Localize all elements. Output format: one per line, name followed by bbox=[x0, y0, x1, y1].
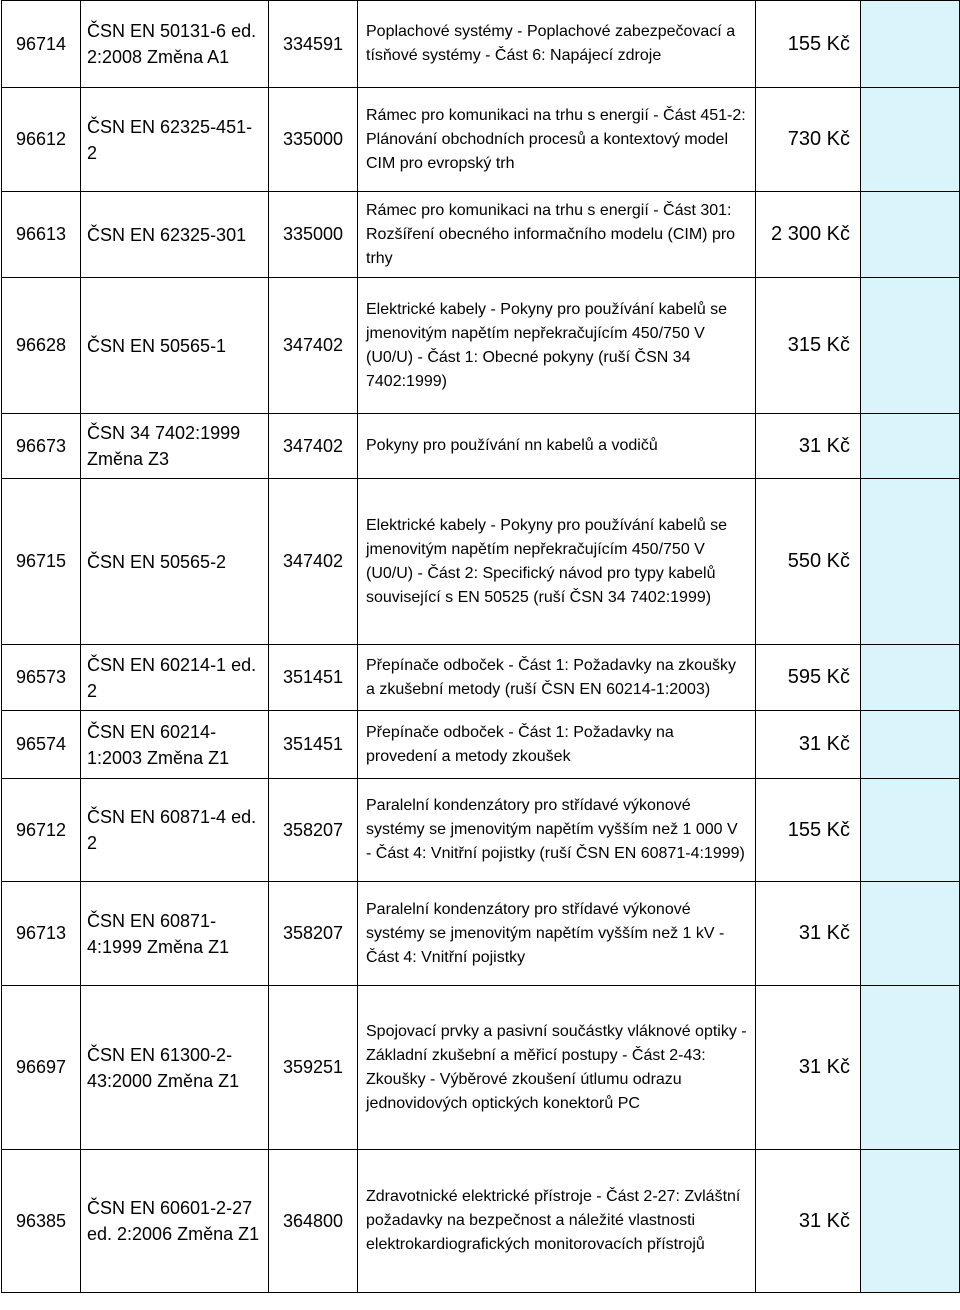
table-row bbox=[2, 479, 960, 645]
standard-cell bbox=[81, 986, 269, 1150]
price: 31 Kč bbox=[798, 1209, 850, 1232]
catalog-number: 96713 bbox=[15, 923, 67, 943]
catalog-number: 96612 bbox=[15, 129, 67, 149]
highlight-cell bbox=[861, 88, 960, 192]
classification-code-cell bbox=[269, 779, 358, 882]
catalog-number-cell bbox=[2, 645, 81, 711]
description-text: Rámec pro komunikaci na trhu s energií - Část 451-2: Plánování obchodních procesů a kontextový model CIM pro evropský trh bbox=[366, 106, 746, 172]
table-row bbox=[2, 192, 960, 278]
catalog-number-cell bbox=[2, 414, 81, 479]
catalog-number-cell bbox=[2, 986, 81, 1150]
standard-designation: ČSN EN 60871-4:1999 Změna Z1 bbox=[87, 910, 230, 957]
table-row bbox=[2, 645, 960, 711]
catalog-number: 96697 bbox=[15, 1057, 67, 1077]
standard-designation: ČSN EN 60871-4 ed. 2 bbox=[87, 807, 257, 853]
standard-cell bbox=[81, 645, 269, 711]
description-cell bbox=[358, 1, 756, 88]
standard-designation: ČSN 34 7402:1999 Změna Z3 bbox=[87, 423, 241, 469]
highlight-cell bbox=[861, 192, 960, 278]
catalog-number-cell bbox=[2, 88, 81, 192]
price: 31 Kč bbox=[798, 922, 850, 944]
price: 2 300 Kč bbox=[771, 223, 850, 245]
price-cell bbox=[756, 479, 861, 645]
description-text: Paralelní kondenzátory pro střídavé výkonové systémy se jmenovitým napětím vyšším než 1 000 V - Část 4: Vnitřní pojistky bbox=[366, 797, 738, 862]
highlight-cell bbox=[861, 479, 960, 645]
table-row bbox=[2, 1150, 960, 1293]
catalog-number-cell bbox=[2, 779, 81, 882]
highlight-cell bbox=[861, 645, 960, 711]
classification-code-cell bbox=[269, 1150, 358, 1293]
classification-code: 335000 bbox=[282, 224, 344, 244]
standard-designation: ČSN EN 60601-2-27 ed. 2:2006 Změna Z1 bbox=[87, 1198, 260, 1244]
highlight-cell bbox=[861, 414, 960, 479]
price-cell bbox=[756, 779, 861, 882]
classification-code: 351451 bbox=[282, 667, 344, 687]
catalog-number-cell bbox=[2, 479, 81, 645]
description-text: Poplachové systémy - Poplachové zabezpečovací a tísňové systémy - Část 6: Napájecí zdroje bbox=[366, 23, 736, 64]
standard-designation: ČSN EN 62325-301 bbox=[87, 224, 247, 245]
classification-code-cell bbox=[269, 882, 358, 986]
highlight-cell bbox=[861, 779, 960, 882]
price-cell bbox=[756, 645, 861, 711]
table-row bbox=[2, 986, 960, 1150]
price: 155 Kč bbox=[787, 32, 850, 55]
classification-code: 347402 bbox=[282, 435, 344, 456]
description-cell bbox=[358, 986, 756, 1150]
highlight-cell bbox=[861, 986, 960, 1150]
standard-cell bbox=[81, 414, 269, 479]
table-body bbox=[2, 1, 960, 1293]
catalog-number-cell bbox=[2, 1, 81, 88]
standard-cell bbox=[81, 479, 269, 645]
standard-designation: ČSN EN 50131-6 ed. 2:2008 Změna A1 bbox=[87, 21, 257, 67]
price: 595 Kč bbox=[787, 666, 850, 688]
classification-code-cell bbox=[269, 192, 358, 278]
standard-cell bbox=[81, 711, 269, 779]
description-text: Paralelní kondenzátory pro střídavé výkonové systémy se jmenovitým napětím vyšším než 1 kV - Část 4: Vnitřní pojistky bbox=[366, 900, 725, 966]
standard-designation: ČSN EN 50565-2 bbox=[87, 551, 227, 572]
standard-designation: ČSN EN 60214-1 ed. 2 bbox=[87, 654, 257, 701]
replaces-note: (ruší ČSN EN 60214-1:2003) bbox=[504, 680, 711, 698]
description-text: Rámec pro komunikaci na trhu s energií - Část 301: Rozšíření obecného informačního modelu (CIM) pro trhy bbox=[366, 201, 736, 267]
description-cell bbox=[358, 1150, 756, 1293]
table-row bbox=[2, 278, 960, 414]
classification-code: 364800 bbox=[282, 1210, 344, 1231]
standard-cell bbox=[81, 192, 269, 278]
catalog-number-cell bbox=[2, 1150, 81, 1293]
table-row bbox=[2, 88, 960, 192]
standard-cell bbox=[81, 88, 269, 192]
description-cell bbox=[358, 414, 756, 479]
table-row bbox=[2, 414, 960, 479]
description-cell bbox=[358, 88, 756, 192]
price-cell bbox=[756, 986, 861, 1150]
price-cell bbox=[756, 882, 861, 986]
description-text: Elektrické kabely - Pokyny pro používání kabelů se jmenovitým napětím nepřekračujícím 450/750 V (U0/U) - Část 1: Obecné pokyny bbox=[366, 300, 728, 366]
classification-code: 334591 bbox=[282, 33, 344, 54]
standard-cell bbox=[81, 882, 269, 986]
standards-table bbox=[1, 0, 960, 1293]
standard-cell bbox=[81, 779, 269, 882]
description-text: Přepínače odboček - Část 1: Požadavky na provedení a metody zkoušek bbox=[366, 723, 674, 765]
price: 31 Kč bbox=[798, 1056, 850, 1078]
highlight-cell bbox=[861, 278, 960, 414]
catalog-number: 96613 bbox=[15, 224, 67, 244]
description-cell bbox=[358, 779, 756, 882]
price-cell bbox=[756, 1150, 861, 1293]
catalog-number: 96714 bbox=[15, 33, 67, 54]
highlight-cell bbox=[861, 1150, 960, 1293]
table-row bbox=[2, 711, 960, 779]
classification-code: 335000 bbox=[282, 129, 344, 149]
description-text: Pokyny pro používání nn kabelů a vodičů bbox=[366, 437, 658, 454]
catalog-number: 96385 bbox=[15, 1210, 67, 1231]
replaces-note: (ruší ČSN 34 7402:1999) bbox=[366, 348, 691, 390]
catalog-number: 96574 bbox=[15, 734, 67, 754]
description-cell bbox=[358, 479, 756, 645]
table-row bbox=[2, 779, 960, 882]
classification-code: 358207 bbox=[282, 819, 344, 840]
highlight-cell bbox=[861, 882, 960, 986]
catalog-number-cell bbox=[2, 192, 81, 278]
classification-code-cell bbox=[269, 479, 358, 645]
table-row bbox=[2, 882, 960, 986]
price: 550 Kč bbox=[787, 550, 850, 572]
standard-cell bbox=[81, 1150, 269, 1293]
classification-code-cell bbox=[269, 88, 358, 192]
table-row bbox=[2, 1, 960, 88]
description-text: Elektrické kabely - Pokyny pro používání kabelů se jmenovitým napětím nepřekračujícím 450/750 V (U0/U) - Část 2: Specifický návod pro typy kabelů související s EN 50525 bbox=[366, 516, 728, 606]
description-text: Spojovací prvky a pasivní součástky vláknové optiky - Základní zkušební a měřicí postupy - Část 2-43: Zkoušky - Výběrové zkoušení útlumu odrazu jednovidových optických konektorů PC bbox=[366, 1022, 747, 1112]
price-cell bbox=[756, 1, 861, 88]
price-cell bbox=[756, 88, 861, 192]
description-cell bbox=[358, 278, 756, 414]
highlight-cell bbox=[861, 711, 960, 779]
standard-designation: ČSN EN 60214-1:2003 Změna Z1 bbox=[87, 721, 230, 768]
catalog-number: 96573 bbox=[15, 667, 67, 687]
price: 315 Kč bbox=[787, 334, 850, 356]
classification-code: 359251 bbox=[282, 1057, 344, 1077]
standard-designation: ČSN EN 61300-2-43:2000 Změna Z1 bbox=[87, 1044, 240, 1091]
catalog-number: 96628 bbox=[15, 335, 67, 355]
catalog-number-cell bbox=[2, 278, 81, 414]
standard-cell bbox=[81, 278, 269, 414]
classification-code: 347402 bbox=[282, 551, 344, 571]
description-cell bbox=[358, 192, 756, 278]
classification-code-cell bbox=[269, 278, 358, 414]
standard-cell bbox=[81, 1, 269, 88]
classification-code-cell bbox=[269, 414, 358, 479]
classification-code-cell bbox=[269, 711, 358, 779]
price: 31 Kč bbox=[798, 434, 850, 457]
highlight-cell bbox=[861, 1, 960, 88]
price: 730 Kč bbox=[787, 128, 850, 150]
description-cell bbox=[358, 711, 756, 779]
replaces-note: (ruší ČSN 34 7402:1999) bbox=[533, 588, 712, 606]
classification-code: 347402 bbox=[282, 335, 344, 355]
classification-code: 358207 bbox=[282, 923, 344, 943]
description-cell bbox=[358, 645, 756, 711]
catalog-number-cell bbox=[2, 882, 81, 986]
catalog-number-cell bbox=[2, 711, 81, 779]
price-cell bbox=[756, 711, 861, 779]
classification-code-cell bbox=[269, 1, 358, 88]
catalog-number: 96715 bbox=[15, 551, 67, 571]
catalog-number: 96673 bbox=[15, 435, 67, 456]
price-cell bbox=[756, 192, 861, 278]
classification-code: 351451 bbox=[282, 734, 344, 754]
catalog-number: 96712 bbox=[15, 819, 67, 840]
price-cell bbox=[756, 278, 861, 414]
description-text: Přepínače odboček - Část 1: Požadavky na zkoušky a zkušební metody bbox=[366, 656, 736, 698]
classification-code-cell bbox=[269, 986, 358, 1150]
standard-designation: ČSN EN 62325-451-2 bbox=[87, 116, 253, 163]
price-cell bbox=[756, 414, 861, 479]
classification-code-cell bbox=[269, 645, 358, 711]
price: 155 Kč bbox=[787, 818, 850, 841]
price: 31 Kč bbox=[798, 733, 850, 755]
standard-designation: ČSN EN 50565-1 bbox=[87, 335, 227, 356]
description-cell bbox=[358, 882, 756, 986]
replaces-note: (ruší ČSN EN 60871-4:1999) bbox=[539, 845, 745, 862]
description-text: Zdravotnické elektrické přístroje - Část 2-27: Zvláštní požadavky na bezpečnost a náležité vlastnosti elektrokardiografických monitorovacích přístrojů bbox=[366, 1188, 741, 1253]
